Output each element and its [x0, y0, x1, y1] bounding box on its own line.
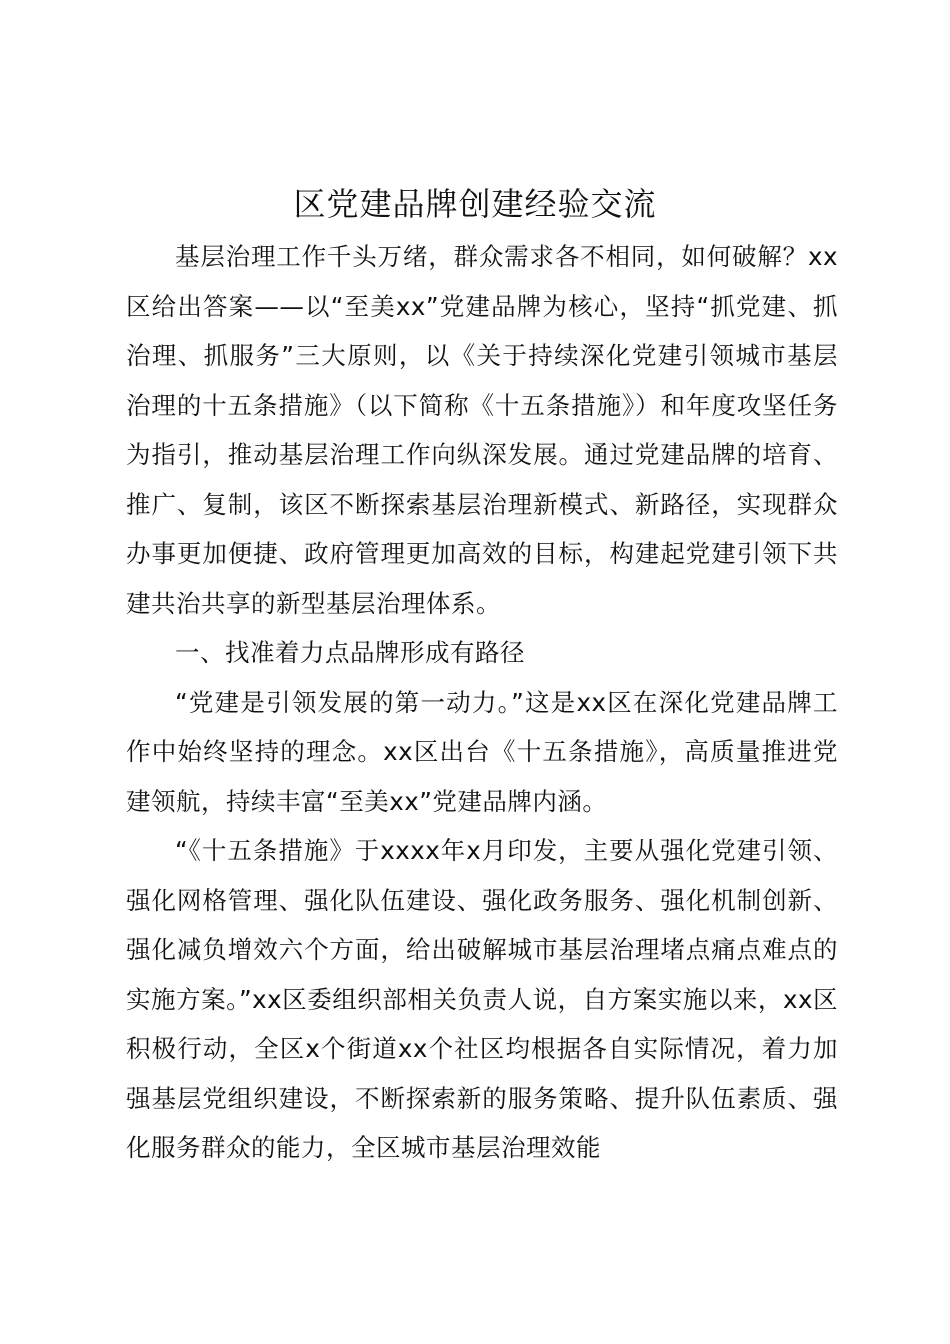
section-heading: 一、找准着力点品牌形成有路径: [175, 638, 525, 667]
paragraph-measures: “《十五条措施》于xxxx年x月印发，主要从强化党建引领、强化网格管理、强化队伍建设、强化政务服务、强化机制创新、强化减负增效六个方面，给出破解城市基层治理堵点痛点难点的实施方案。”xx区委组织部相关负责人说，自方案实施以来，xx区积极行动，全区x个街道xx个社区均根据各自实际情况，着力加强基层党组织建设，不断探索新的服务策略、提升队伍素质、强化服务群众的能力，全区城市基层治理效能: [126, 836, 838, 1162]
document-title: 区党建品牌创建经验交流: [293, 185, 657, 223]
paragraph-intro: 基层治理工作千头万绪，群众需求各不相同，如何破解？xx区给出答案——以“至美xx”党建品牌为核心，坚持“抓党建、抓治理、抓服务”三大原则，以《关于持续深化党建引领城市基层治理的十五条措施》（以下简称《十五条措施》）和年度攻坚任务为指引，推动基层治理工作向纵深发展。通过党建品牌的培育、推广、复制，该区不断探索基层治理新模式、新路径，实现群众办事更加便捷、政府管理更加高效的目标，构建起党建引领下共建共治共享的新型基层治理体系。: [126, 242, 838, 618]
document-body: [126, 232, 838, 1173]
paragraph-quote: “党建是引领发展的第一动力。”这是xx区在深化党建品牌工作中始终坚持的理念。xx区出台《十五条措施》，高质量推进党建领航，持续丰富“至美xx”党建品牌内涵。: [126, 687, 838, 816]
